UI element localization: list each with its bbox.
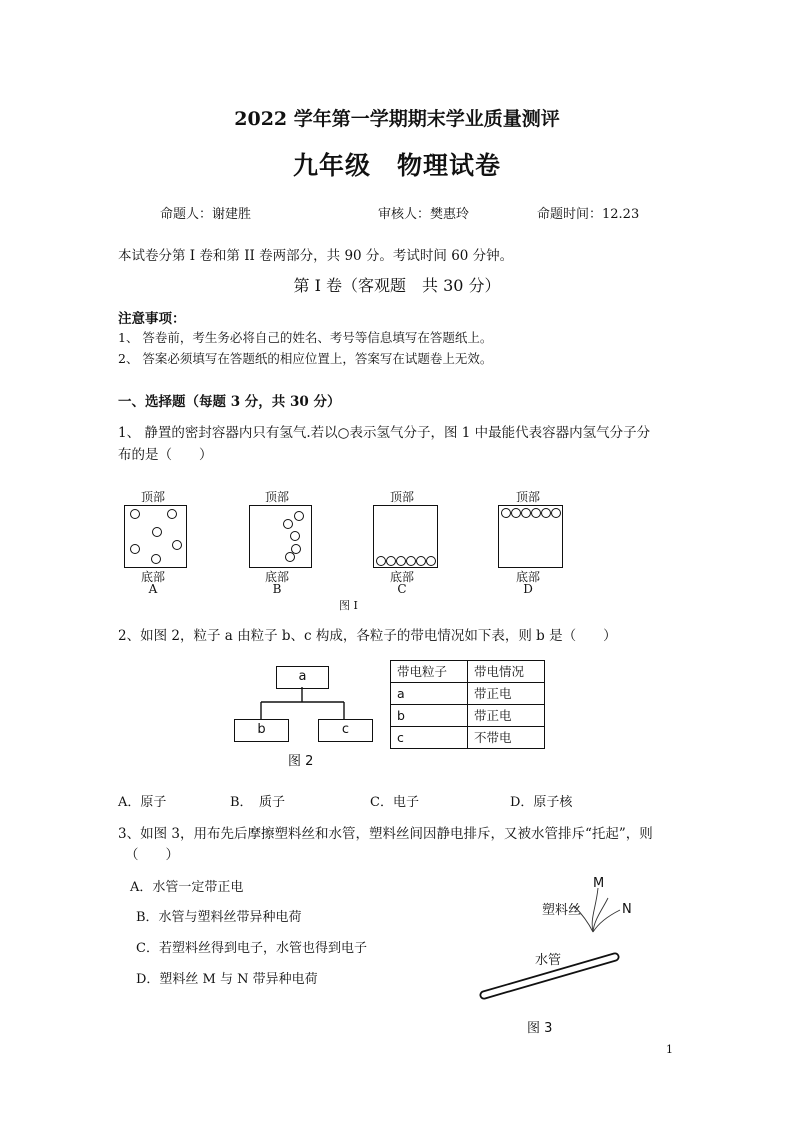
top-label: 顶部 [515, 490, 540, 504]
part1-title: 第 I 卷（客观题 共 30 分） [293, 276, 501, 295]
table-cell: a [390, 682, 468, 705]
option-d: D．塑料丝 M 与 N 带异种电荷 [136, 972, 318, 987]
molecule-circle [531, 508, 541, 518]
option-b: B． 质子 [230, 795, 286, 810]
molecule-circle [386, 556, 396, 566]
figure-1-caption: 图 I [339, 599, 358, 612]
question-1-text: 1、 静置的密封容器内只有氢气.若以○表示氢气分子，图 1 中最能代表容器内氢气分子分 [118, 425, 651, 441]
option-label: C [397, 582, 407, 596]
particle-c-box: c [318, 719, 373, 742]
strand-n-label: N [622, 902, 632, 917]
table-cell: 带正电 [467, 704, 545, 727]
molecule-circle [167, 509, 177, 519]
figure-2-caption: 图 2 [288, 754, 314, 769]
molecule-circle [152, 527, 162, 537]
molecule-circle [426, 556, 436, 566]
molecule-circle [396, 556, 406, 566]
molecule-circle [501, 508, 511, 518]
section-heading: 一、选择题（每题 3 分，共 30 分） [118, 394, 341, 410]
table-cell: 带正电 [467, 682, 545, 705]
exam-subtitle: 九年级 物理试卷 [292, 151, 501, 180]
table-cell: 不带电 [467, 726, 545, 749]
notice-heading: 注意事项： [118, 311, 186, 327]
question-3-text: 3、如图 3，用布先后摩擦塑料丝和水管，塑料丝间因静电排斥，又被水管排斥“托起”，则 [118, 826, 653, 842]
reviewer-line: 审核人：樊惠玲 [378, 207, 470, 222]
molecule-circle [541, 508, 551, 518]
top-label: 顶部 [389, 490, 414, 504]
author-line: 命题人：谢建胜 [160, 207, 252, 222]
option-a: A．原子 [118, 795, 167, 810]
option-label: D [523, 582, 533, 596]
water-pipe-label: 水管 [535, 953, 562, 968]
molecule-circle [130, 544, 140, 554]
table-cell: b [390, 704, 468, 727]
bottom-label: 底部 [264, 570, 289, 584]
question-1-text-cont: 布的是（ ） [118, 447, 213, 463]
particle-b-box: b [234, 719, 289, 742]
molecule-circle [406, 556, 416, 566]
molecule-circle [172, 540, 182, 550]
figure-3-caption: 图 3 [527, 1021, 553, 1036]
molecule-circle [285, 552, 295, 562]
date-line: 命题时间：12.23 [537, 207, 640, 222]
particle-a-box: a [276, 666, 329, 689]
top-label: 顶部 [264, 490, 289, 504]
option-c: C．若塑料丝得到电子，水管也得到电子 [136, 941, 367, 956]
strand-m-label: M [593, 876, 605, 891]
molecule-circle [416, 556, 426, 566]
molecule-circle [290, 531, 300, 541]
question-2-text: 2、如图 2，粒子 a 由粒子 b、c 构成，各粒子的带电情况如下表，则 b 是（ ） [118, 628, 617, 644]
molecule-circle [521, 508, 531, 518]
molecule-circle [551, 508, 561, 518]
notice-item: 2、 答案必须填写在答题纸的相应位置上，答案写在试题卷上无效。 [118, 351, 493, 366]
option-label: B [272, 582, 282, 596]
container-b [249, 505, 312, 568]
option-d: D．原子核 [510, 795, 573, 810]
molecule-circle [283, 519, 293, 529]
container-d [498, 505, 563, 568]
table-header: 带电情况 [467, 660, 545, 683]
intro-text: 本试卷分第 I 卷和第 II 卷两部分，共 90 分。考试时间 60 分钟。 [118, 248, 514, 264]
table-header: 带电粒子 [390, 660, 468, 683]
option-c: C．电子 [370, 795, 419, 810]
table-cell: c [390, 726, 468, 749]
option-a: A．水管一定带正电 [130, 880, 244, 895]
container-c [373, 505, 438, 568]
container-a [124, 505, 187, 568]
notice-item: 1、 答卷前，考生务必将自己的姓名、考号等信息填写在答题纸上。 [118, 330, 493, 345]
molecule-circle [376, 556, 386, 566]
top-label: 顶部 [140, 490, 165, 504]
pipe-and-strands-drawing [470, 870, 630, 1010]
page-number: 1 [666, 1043, 673, 1056]
exam-title: 2022 学年第一学期期末学业质量测评 [234, 108, 560, 130]
bottom-label: 底部 [389, 570, 414, 584]
option-label: A [148, 582, 158, 596]
plastic-strand-label: 塑料丝 [542, 903, 582, 918]
option-b: B．水管与塑料丝带异种电荷 [136, 910, 302, 925]
bottom-label: 底部 [515, 570, 540, 584]
molecule-circle [130, 509, 140, 519]
question-3-text-cont: （ ） [125, 847, 179, 863]
molecule-circle [511, 508, 521, 518]
molecule-circle [294, 511, 304, 521]
molecule-circle [151, 554, 161, 564]
bottom-label: 底部 [140, 570, 165, 584]
